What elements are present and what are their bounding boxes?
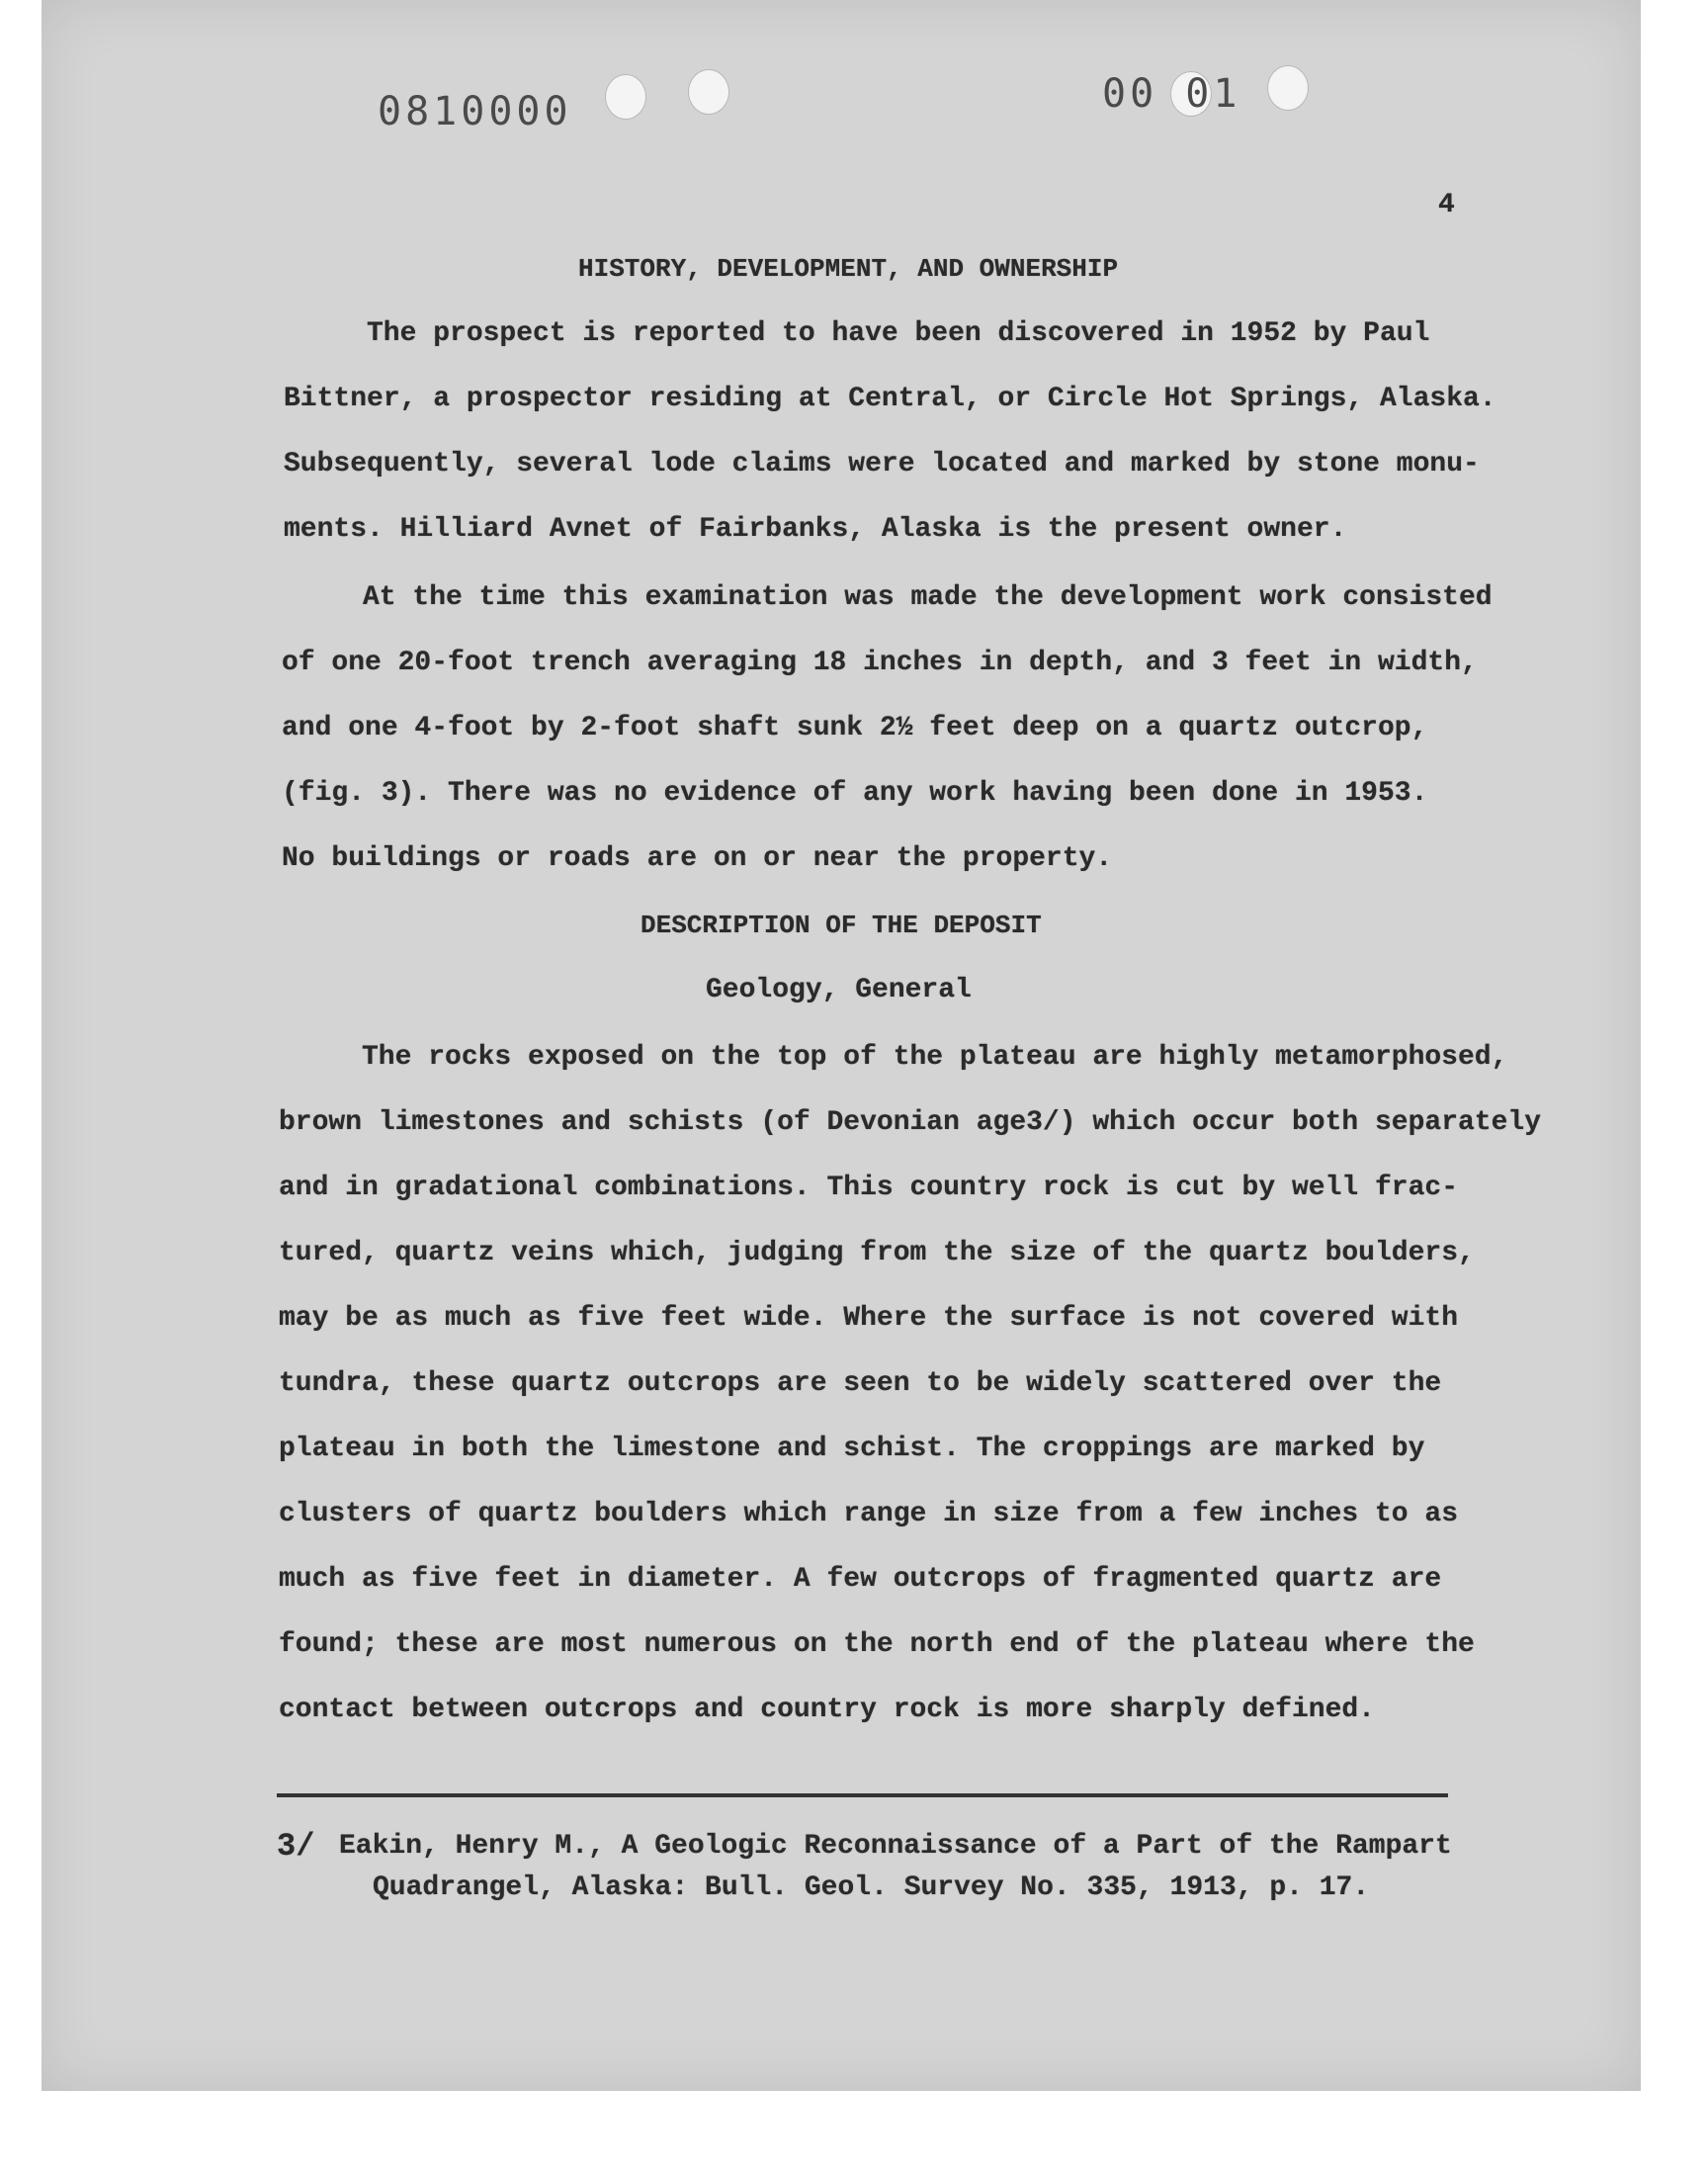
paragraph-line: may be as much as five feet wide. Where the surface is not covered with <box>279 1303 1458 1334</box>
stamp-number-left: 0810000 <box>378 89 572 134</box>
paragraph-line: tured, quartz veins which, judging from the size of the quartz boulders, <box>279 1238 1475 1268</box>
punch-hole-middle <box>688 69 729 115</box>
punch-hole-right <box>1267 65 1309 111</box>
footnote-line: Quadrangel, Alaska: Bull. Geol. Survey No. 335, 1913, p. 17. <box>373 1872 1370 1903</box>
paragraph-line: The prospect is reported to have been discovered in 1952 by Paul <box>367 318 1430 349</box>
paragraph-line: tundra, these quartz outcrops are seen to be widely scattered over the <box>279 1368 1442 1399</box>
section-heading-history: HISTORY, DEVELOPMENT, AND OWNERSHIP <box>578 254 1119 284</box>
paragraph-line: Bittner, a prospector residing at Central, or Circle Hot Springs, Alaska. <box>284 384 1496 414</box>
paragraph-line: (fig. 3). There was no evidence of any work having been done in 1953. <box>282 778 1428 809</box>
paragraph-line: found; these are most numerous on the north end of the plateau where the <box>279 1629 1475 1660</box>
page-number: 4 <box>1438 190 1455 220</box>
paragraph-line: and in gradational combinations. This country rock is cut by well frac- <box>279 1173 1458 1203</box>
paragraph-line: At the time this examination was made the development work consisted <box>363 582 1493 613</box>
paragraph-line: clusters of quartz boulders which range in size from a few inches to as <box>279 1499 1458 1529</box>
paragraph-line: The rocks exposed on the top of the plateau are highly metamorphosed, <box>362 1042 1508 1073</box>
stamp-number-right: 00 01 <box>1102 71 1241 117</box>
section-subheading-geology: Geology, General <box>706 975 972 1005</box>
section-heading-deposit: DESCRIPTION OF THE DEPOSIT <box>640 911 1042 940</box>
punch-hole-left <box>605 74 646 120</box>
footnote-line: Eakin, Henry M., A Geologic Reconnaissance of a Part of the Rampart <box>339 1831 1452 1862</box>
footnote-marker: 3/ <box>277 1828 315 1865</box>
paragraph-line: Subsequently, several lode claims were located and marked by stone monu- <box>284 449 1480 479</box>
paragraph-line: brown limestones and schists (of Devonian age3/) which occur both separately <box>279 1107 1542 1138</box>
paragraph-line: plateau in both the limestone and schist. The croppings are marked by <box>279 1434 1425 1464</box>
paragraph-line: of one 20-foot trench averaging 18 inches in depth, and 3 feet in width, <box>282 648 1478 678</box>
paragraph-line: ments. Hilliard Avnet of Fairbanks, Alaska is the present owner. <box>284 514 1347 545</box>
paragraph-line: No buildings or roads are on or near the property. <box>282 843 1113 874</box>
paragraph-line: and one 4-foot by 2-foot shaft sunk 2½ feet deep on a quartz outcrop, <box>282 713 1428 743</box>
paragraph-line: much as five feet in diameter. A few outcrops of fragmented quartz are <box>279 1564 1442 1595</box>
footnote-divider <box>277 1793 1448 1797</box>
paragraph-line: contact between outcrops and country rock is more sharply defined. <box>279 1695 1375 1725</box>
